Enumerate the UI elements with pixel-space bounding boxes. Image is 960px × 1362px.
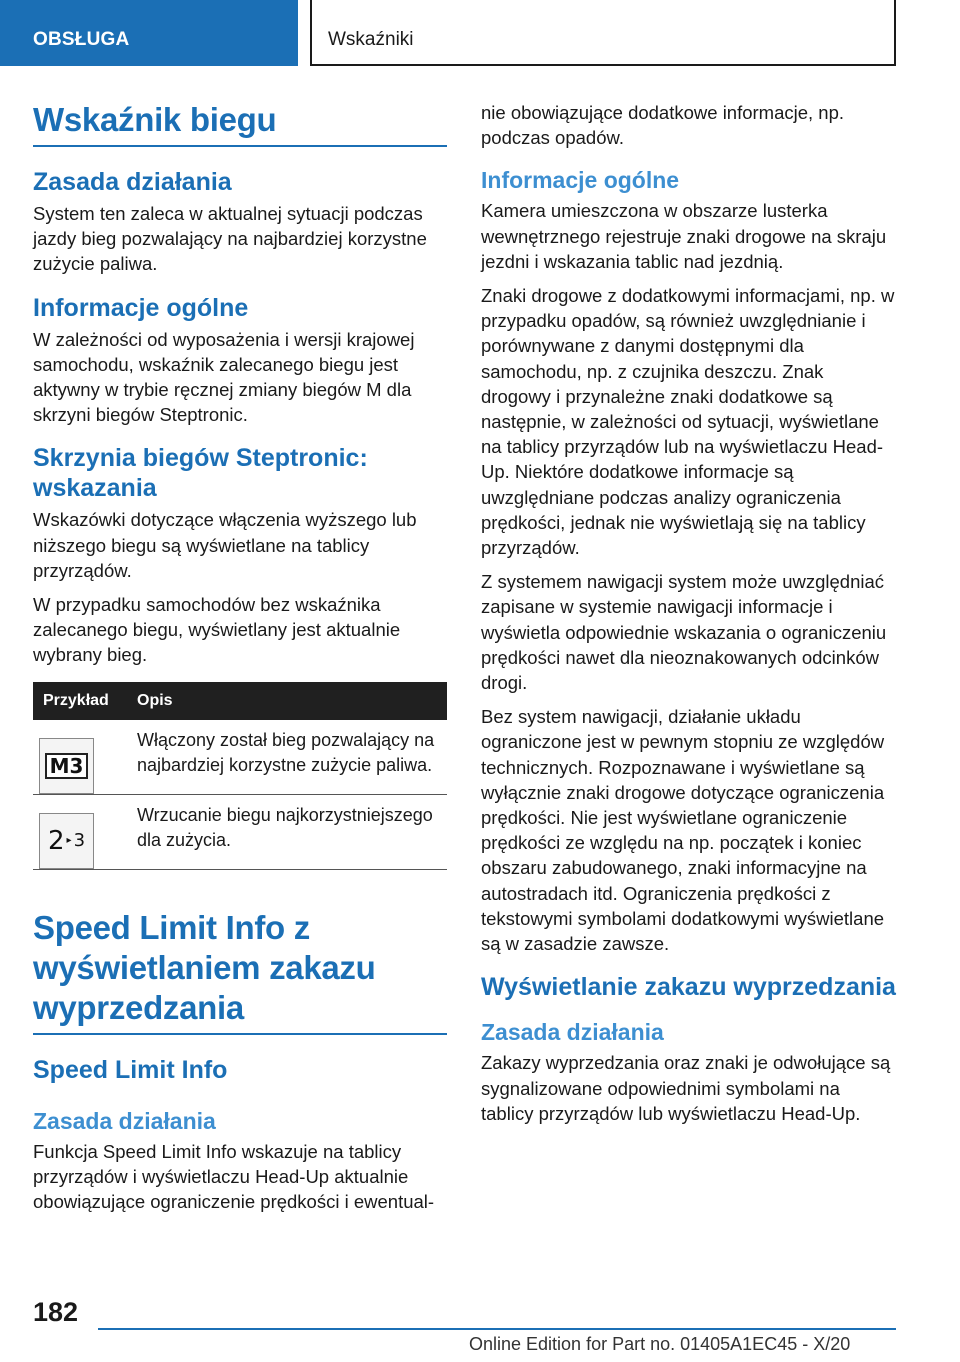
page-title: Wskaźnik biegu <box>33 100 447 147</box>
section-heading: Informacje ogólne <box>33 293 249 322</box>
chapter-tab: Wskaźniki <box>310 0 896 66</box>
footer-divider <box>98 1328 896 1330</box>
paragraph: Z systemem nawigacji system może uwzględniać zapisane w systemie nawigacji informacje i wyświetla odpowiednie wskazania o ograniczeniu prędkości nawet dla nieoznakowanych odcinków drogi. <box>481 571 887 694</box>
gear-m3-label: M3 <box>45 753 89 779</box>
paragraph: W przypadku samochodów bez wskaźnika zalecanego biegu, wyświetlany jest aktualnie wybrany bieg. <box>33 594 401 666</box>
section-heading: Wyświetlanie zakazu wyprzedzania <box>481 973 896 1002</box>
paragraph: Znaki drogowe z dodatkowymi informacjami, np. w przypadku opadów, są również uwzględnianie i porównywane z danymi dostępnymi dla samochodu, np. z czujnika deszczu. Znak drogowy i przynależne znaki dodatkowe są następnie, w zależności od sytuacji, wyświetlane na tablicy przyrządów lub na wyświetlaczu Head-Up. Niektóre dodatkowe informacje są uwzględniane podczas analizy ograniczenia prędkości, jednak nie wyświetlają się na tablicy przyrządów. <box>481 285 895 559</box>
section-title: Speed Limit Info z wyświetlaniem zakazu wyprzedzania <box>33 908 447 1035</box>
gear-shift-label <box>48 826 85 856</box>
gear-shift-2-to-3-icon <box>39 813 94 869</box>
shift-arrow-icon: ▸ <box>66 835 72 847</box>
section-heading: Skrzynia biegów Steptronic: wskazania <box>33 444 368 503</box>
table-cell-icon <box>33 720 129 795</box>
paragraph: Bez system nawigacji, działanie układu ograniczone jest w pewnym stopniu ze względów technicznych. Rozpoznawane i wyświetlane są wyłącznie znaki drogowe dotyczące ograniczenia prędkości. Nie jest wyświetlane ograniczenie prędkości ze względu na np. początek i koniec obszaru zabudowanego, znaki informacyjne na autostradach itd. Ograniczenia prędkości z tekstowymi symbolami dodatkowymi wyświetlane są w zasadzie zawsze. <box>481 706 885 955</box>
paragraph: Wskazówki dotyczące włączenia wyższego lub niższego biegu są wyświetlane na tablicy przyrządów. <box>33 509 417 581</box>
edition-info: Online Edition for Part no. 01405A1EC45 - X/20 <box>469 1334 851 1354</box>
paragraph: Kamera umieszczona w obszarze lusterka wewnętrznego rejestruje znaki drogowe na skraju jezdni i wskazania tablic nad jezdnią. <box>481 200 887 272</box>
table-cell-description: Wrzucanie biegu najkorzystniejszego dla zużycia. <box>129 794 447 869</box>
table-cell-icon <box>33 794 129 869</box>
paragraph: W zależności od wyposażenia i wersji krajowej samochodu, wskaźnik zalecanego biegu jest aktywny w trybie ręcznej zmiany biegów M dla skrzyni biegów Steptronic. <box>33 328 415 426</box>
section-tab: OBSŁUGA <box>0 0 298 66</box>
right-column <box>481 100 896 1135</box>
subsection-heading: Zasada działania <box>33 1107 216 1134</box>
table-row <box>33 794 447 869</box>
paragraph: Funkcja Speed Limit Info wskazuje na tablicy przyrządów i wyświetlaczu Head-Up aktualnie obowiązujące ograniczenie prędkości i ewentual- <box>33 1140 435 1213</box>
table-cell-description: Włączony został bieg pozwalający na najbardziej korzystne zużycie paliwa. <box>129 720 447 795</box>
section-heading: Zasada działania <box>33 168 232 196</box>
paragraph: nie obowiązujące dodatkowe informacje, np. podczas opadów. <box>481 102 845 149</box>
left-column <box>33 100 447 1223</box>
gear-target: 3 <box>73 830 86 852</box>
gear-current: 2 <box>47 825 65 856</box>
gear-indicator-table <box>33 682 447 870</box>
section-heading: Speed Limit Info <box>33 1055 228 1084</box>
paragraph: Zakazy wyprzedzania oraz znaki je odwołujące są sygnalizowane odpowiednimi symbolami na tablicy przyrządów lub wyświetlaczu Head-Up. <box>481 1052 891 1124</box>
paragraph: System ten zaleca w aktualnej sytuacji podczas jazdy bieg pozwalający na najbardziej korzystne zużycie paliwa. <box>33 203 427 275</box>
column-header-description: Opis <box>129 682 447 720</box>
page-number: 182 <box>33 1297 79 1327</box>
table-row <box>33 720 447 795</box>
subsection-heading: Informacje ogólne <box>481 167 680 194</box>
gear-m3-icon <box>39 738 94 794</box>
table-header-row <box>33 682 447 720</box>
column-header-example: Przykład <box>33 682 129 720</box>
subsection-heading: Zasada działania <box>481 1019 664 1046</box>
